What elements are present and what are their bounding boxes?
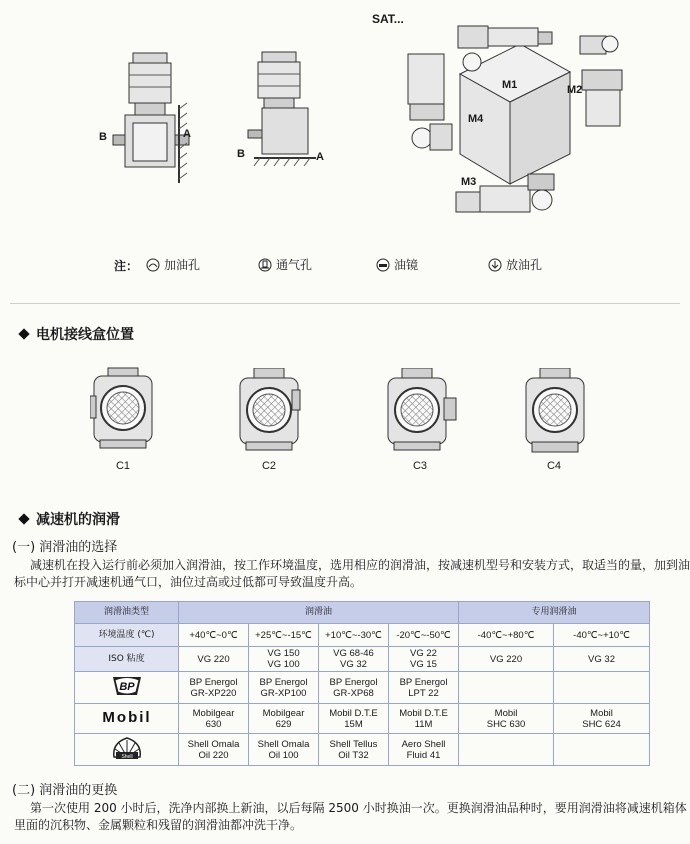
legend-item-sight-glass bbox=[376, 256, 418, 273]
table-cell: Mobil SHC 624 bbox=[554, 704, 650, 734]
oil-selection-line-1: 减速机在投入运行前必须加入润滑油，按工作环境温度，选用相应的润滑油，按减速机型号和安装方式，取适当的量，加到油 bbox=[30, 558, 690, 572]
table-row bbox=[75, 672, 650, 704]
legend-prefix: 注： bbox=[114, 259, 139, 273]
subsection-oil-selection-title: (一) 润滑油的选择 bbox=[12, 540, 118, 555]
oil-fill-icon bbox=[146, 258, 160, 272]
table-cell bbox=[554, 672, 650, 704]
legend bbox=[0, 254, 690, 276]
table-row bbox=[75, 624, 650, 647]
legend-item-vent bbox=[258, 256, 312, 273]
table-cell: Mobil D.T.E 15M bbox=[319, 704, 389, 734]
table-cell: Aero Shell Fluid 41 bbox=[389, 734, 459, 766]
position-m2: M2 bbox=[567, 84, 583, 96]
table-cell: VG 220 bbox=[459, 647, 554, 672]
bp-logo bbox=[75, 672, 179, 704]
section-title-lubrication bbox=[20, 509, 120, 529]
mounting-diagrams bbox=[0, 0, 690, 240]
mobil-logo-text: Mobil bbox=[101, 709, 152, 726]
table-row bbox=[75, 647, 650, 672]
table-cell: BP Energol LPT 22 bbox=[389, 672, 459, 704]
position-m1: M1 bbox=[502, 79, 518, 91]
diamond-bullet-icon bbox=[18, 328, 29, 339]
terminal-box-c3-drawing bbox=[384, 368, 460, 452]
terminal-box-positions bbox=[0, 360, 690, 480]
section-title-terminal-box bbox=[20, 324, 134, 344]
legend-label: 加油孔 bbox=[164, 258, 201, 272]
table-cell: VG 22 VG 15 bbox=[389, 647, 459, 672]
subsection-oil-change-title: (二) 润滑油的更换 bbox=[12, 783, 118, 798]
table-cell: -40℃~+10℃ bbox=[554, 624, 650, 647]
shell-logo-text: Shell bbox=[120, 754, 133, 760]
header-oil-type: 润滑油类型 bbox=[75, 602, 179, 624]
divider bbox=[10, 303, 680, 304]
legend-label: 通气孔 bbox=[276, 258, 313, 272]
terminal-box-c1-drawing bbox=[90, 366, 160, 450]
section-title-text: 电机接线盒位置 bbox=[36, 327, 134, 343]
sight-glass-icon bbox=[376, 258, 390, 272]
table-row bbox=[75, 704, 650, 734]
left-view-b-label: B bbox=[99, 131, 107, 143]
oil-change-line-1: 第一次使用 200 小时后，洗净内部换上新油，以后每隔 2500 小时换油一次。更换润滑油品种时，要用润滑油将减速机箱体 bbox=[30, 801, 687, 815]
table-cell: VG 32 bbox=[554, 647, 650, 672]
table-cell: Shell Tellus Oil T32 bbox=[319, 734, 389, 766]
table-cell: Mobil SHC 630 bbox=[459, 704, 554, 734]
bp-logo-text: BP bbox=[118, 681, 135, 693]
terminal-box-c3-label: C3 bbox=[412, 460, 428, 472]
section-title-text: 减速机的润滑 bbox=[36, 512, 120, 528]
table-cell: +10℃~-30℃ bbox=[319, 624, 389, 647]
terminal-box-c2-label: C2 bbox=[261, 460, 277, 472]
table-row bbox=[75, 734, 650, 766]
header-special-oil: 专用润滑油 bbox=[459, 602, 650, 624]
middle-view-a-label: A bbox=[316, 151, 324, 163]
table-cell: Shell Omala Oil 100 bbox=[249, 734, 319, 766]
left-view-a-label: A bbox=[183, 128, 191, 140]
legend-label: 油镜 bbox=[394, 258, 419, 272]
table-cell: BP Energol GR-XP220 bbox=[179, 672, 249, 704]
position-m4: M4 bbox=[468, 113, 484, 125]
table-cell bbox=[459, 672, 554, 704]
terminal-box-c4-label: C4 bbox=[546, 460, 562, 472]
drain-icon bbox=[488, 258, 502, 272]
sat-label: SAT... bbox=[372, 12, 404, 26]
row-label-iso-viscosity: ISO 粘度 bbox=[75, 647, 179, 672]
mounting-positions-cube bbox=[400, 14, 635, 224]
table-cell: Mobil D.T.E 11M bbox=[389, 704, 459, 734]
vent-icon bbox=[258, 258, 272, 272]
oil-selection-line-2: 标中心并打开减速机通气口，油位过高或过低都可导致温度升高。 bbox=[14, 575, 363, 589]
terminal-box-c1-label: C1 bbox=[115, 460, 131, 472]
legend-item-drain bbox=[488, 256, 542, 273]
oil-change-line-2: 里面的沉积物、金属颗粒和残留的润滑油都冲洗干净。 bbox=[14, 818, 303, 832]
table-cell: BP Energol GR-XP100 bbox=[249, 672, 319, 704]
table-cell: -40℃~+80℃ bbox=[459, 624, 554, 647]
table-cell: VG 150 VG 100 bbox=[249, 647, 319, 672]
legend-item-oil-fill bbox=[146, 256, 200, 273]
middle-view-b-label: B bbox=[237, 148, 245, 160]
table-cell: VG 220 bbox=[179, 647, 249, 672]
table-cell: BP Energol GR-XP68 bbox=[319, 672, 389, 704]
table-cell bbox=[554, 734, 650, 766]
vertical-mount-diagram-a bbox=[95, 45, 205, 185]
terminal-box-c4-drawing bbox=[522, 368, 592, 454]
table-cell bbox=[459, 734, 554, 766]
terminal-box-c2-drawing bbox=[236, 368, 306, 452]
table-cell: +40℃~0℃ bbox=[179, 624, 249, 647]
row-label-ambient-temp: 环境温度 (℃) bbox=[75, 624, 179, 647]
shell-logo bbox=[75, 734, 179, 766]
table-cell: VG 68-46 VG 32 bbox=[319, 647, 389, 672]
lubricant-table bbox=[74, 601, 650, 766]
table-cell: Shell Omala Oil 220 bbox=[179, 734, 249, 766]
diamond-bullet-icon bbox=[18, 513, 29, 524]
mobil-logo bbox=[75, 704, 179, 734]
table-cell: +25℃~-15℃ bbox=[249, 624, 319, 647]
table-cell: -20℃~-50℃ bbox=[389, 624, 459, 647]
table-cell: Mobilgear 629 bbox=[249, 704, 319, 734]
header-oil: 润滑油 bbox=[179, 602, 459, 624]
legend-label: 放油孔 bbox=[506, 258, 543, 272]
table-cell: Mobilgear 630 bbox=[179, 704, 249, 734]
position-m3: M3 bbox=[461, 176, 477, 188]
